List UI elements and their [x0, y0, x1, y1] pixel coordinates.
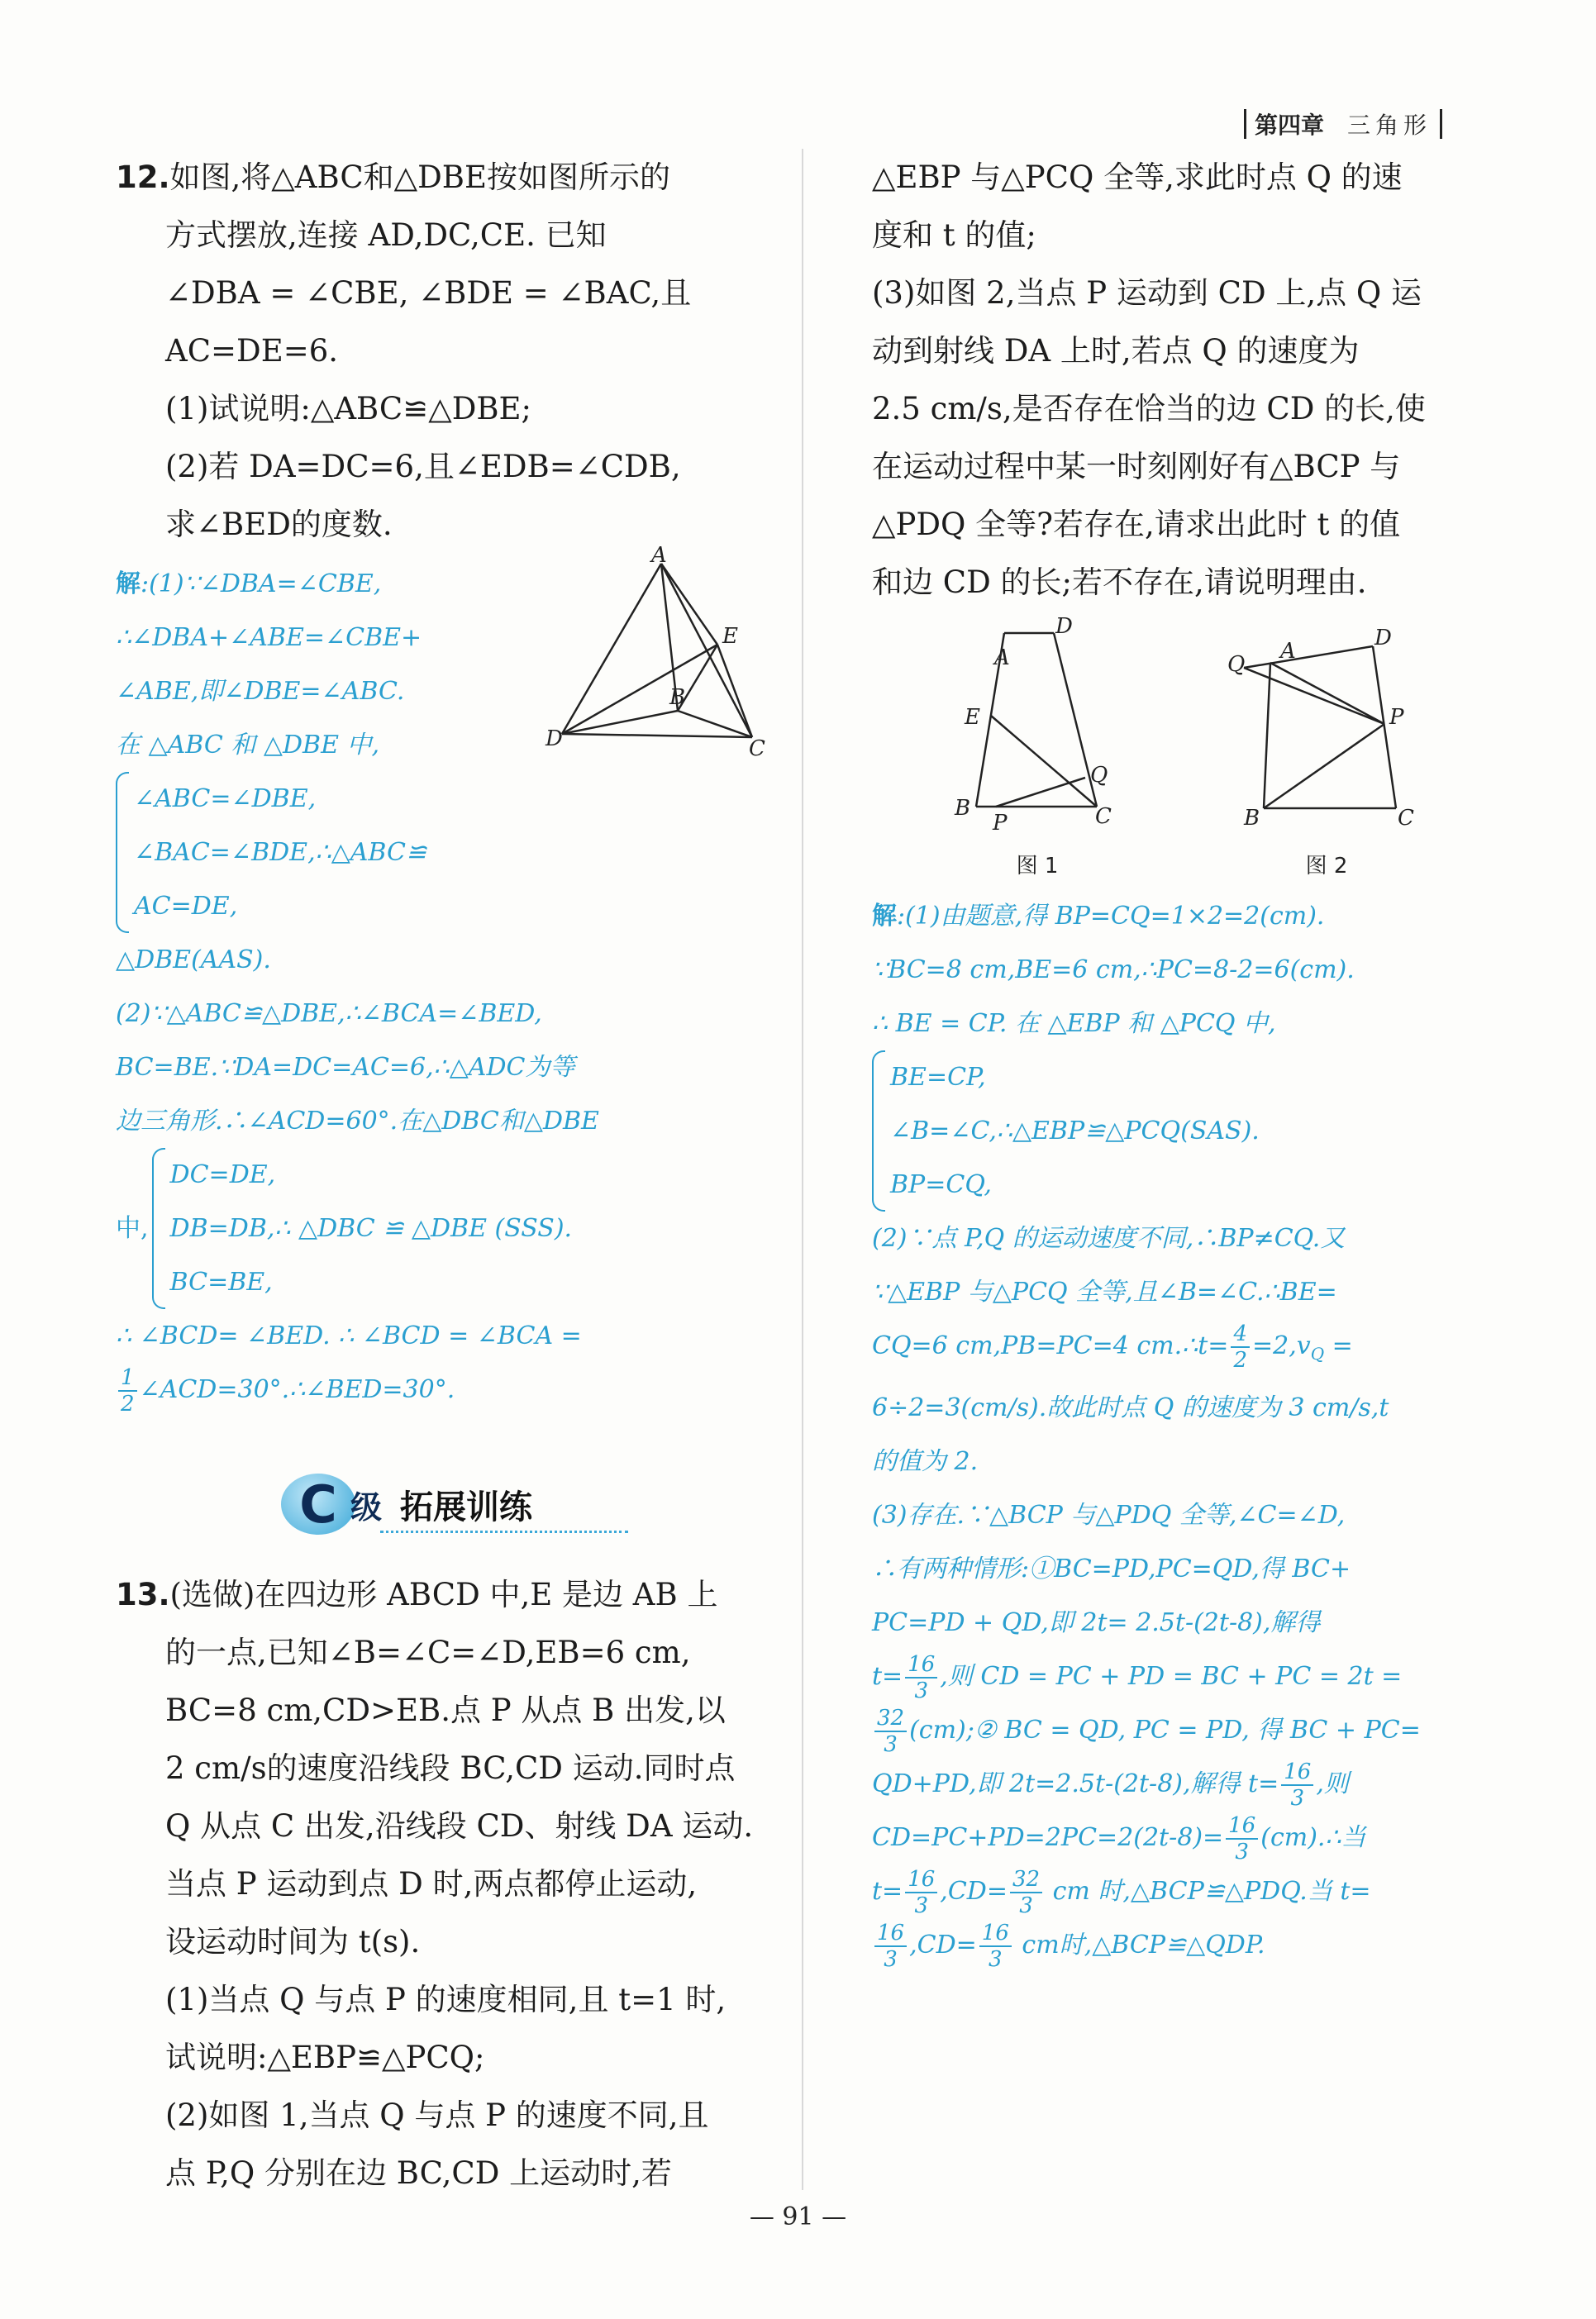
solution-label: 解 [116, 569, 141, 598]
brace-line: BE=CP, [890, 1063, 986, 1092]
left-brace [152, 1148, 165, 1309]
question-13 [116, 1566, 769, 2202]
denominator: 3 [884, 1732, 898, 1757]
stem-line: Q 从点 C 出发,沿线段 CD、射线 DA 运动. [165, 1808, 754, 1844]
fraction [118, 1365, 137, 1417]
stem-line: 如图,将△ABC和△DBE按如图所示的 [169, 160, 670, 195]
header-divider [1244, 109, 1246, 139]
label-C: C [749, 736, 765, 761]
brace-prefix: 中, [116, 1214, 149, 1243]
left-brace [116, 772, 129, 933]
solution-line: 6÷2=3(cm/s).故此时点 Q 的速度为 3 cm/s,t [872, 1393, 1389, 1422]
stem-line: 2.5 cm/s,是否存在恰当的边 CD 的长,使 [872, 391, 1426, 426]
brace-line: ∠BAC=∠BDE,∴△ABC≌ [134, 838, 427, 867]
solution-text: ,CD= [909, 1931, 977, 1959]
solution-text: :(1)由题意,得 BP=CQ=1×2=2(cm). [897, 902, 1325, 931]
solution-text: CQ=6 cm,PB=PC=4 cm.∴t= [872, 1331, 1229, 1360]
subscript: Q [1310, 1344, 1325, 1364]
part-1-cont: 试说明:△EBP≌△PCQ; [165, 2040, 485, 2075]
solution-line [872, 1918, 1500, 1972]
question-13-cont [872, 149, 1500, 612]
solution-text: ,CD= [940, 1877, 1008, 1906]
denominator: 3 [884, 1947, 898, 1972]
stem-line: 的一点,已知∠B=∠C=∠D,EB=6 cm, [165, 1635, 691, 1670]
solution-text: = [1324, 1331, 1353, 1360]
fig2-label-Q: Q [1227, 652, 1246, 677]
section-label: 三角形 [1347, 112, 1432, 139]
question-12 [116, 149, 769, 554]
numerator: 32 [1010, 1867, 1042, 1893]
solution-text: t= [872, 1662, 903, 1691]
solution-line: (2)∵△ABC≌△DBE,∴∠BCA=∠BED, [116, 999, 542, 1028]
brace-line: AC=DE, [134, 892, 238, 921]
fig2-label-C: C [1398, 806, 1414, 831]
fraction [1231, 1321, 1250, 1373]
solution-text: (cm);② BC = QD, PC = PD, 得 BC + PC= [909, 1716, 1421, 1745]
numerator: 32 [874, 1706, 907, 1732]
solution-line: PC=PD + QD,即 2t= 2.5t-(2t-8),解得 [872, 1608, 1321, 1637]
stem-line: AC=DE=6. [165, 333, 339, 369]
part-1: (1)试说明:△ABC≌△DBE; [165, 391, 532, 426]
solution-line: ∴∠DBA+∠ABE=∠CBE+ [116, 623, 422, 652]
solution-line [116, 1363, 769, 1417]
numerator: 1 [118, 1365, 137, 1392]
q12-solution-area [116, 543, 769, 1417]
stem-line: ∠DBA = ∠CBE, ∠BDE = ∠BAC,且 [165, 275, 692, 311]
solution-label: 解 [872, 902, 897, 931]
fig1-label-E: E [965, 705, 980, 730]
solution-line [872, 1650, 1500, 1703]
solution-text: ,则 [1316, 1769, 1349, 1798]
figure-2 [1227, 617, 1442, 889]
page-header [1244, 99, 1517, 149]
part-3: (3)如图 2,当点 P 运动到 CD 上,点 Q 运 [872, 275, 1422, 311]
fig1-label-P: P [993, 811, 1008, 836]
solution-line: ∴ BE = CP. 在 △EBP 和 △PCQ 中, [872, 1009, 1276, 1038]
left-brace [872, 1050, 885, 1212]
solution-text: (cm).∴当 [1260, 1823, 1366, 1852]
solution-text: ,则 CD = PC + PD = BC + PC = 2t = [940, 1662, 1403, 1691]
stem-line: 和边 CD 的长;若不存在,请说明理由. [872, 564, 1367, 600]
fig1-label-C: C [1095, 804, 1112, 829]
q13-figures [872, 614, 1500, 889]
solution-line: ∠ABE,即∠DBE=∠ABC. [116, 677, 405, 706]
solution-text: cm时,△BCP≌△QDP. [1013, 1931, 1265, 1959]
part-2: (2)如图 1,当点 Q 与点 P 的速度不同,且 [165, 2098, 709, 2133]
brace-line: BP=CQ, [890, 1170, 992, 1199]
solution-text: CD=PC+PD=2PC=2(2t-8)= [872, 1823, 1224, 1852]
solution-text: t= [872, 1877, 903, 1906]
solution-text: ∠ACD=30°.∴∠BED=30°. [139, 1375, 455, 1404]
fig2-label-A: A [1280, 639, 1296, 664]
fig2-label-P: P [1389, 705, 1404, 730]
solution-line [872, 1811, 1500, 1864]
brace-line: DB=DB,∴ △DBC ≌ △DBE (SSS). [169, 1214, 573, 1243]
solution-line [872, 1757, 1500, 1811]
q13-solution [872, 889, 1500, 1972]
page-number: — 91 — [749, 2202, 847, 2231]
fraction [1281, 1759, 1313, 1811]
fig1-label-D: D [1055, 614, 1073, 639]
column-divider [802, 149, 803, 2190]
fraction [1010, 1867, 1042, 1918]
part-2-cont: 求∠BED的度数. [165, 507, 393, 542]
part-1: (1)当点 Q 与点 P 的速度相同,且 t=1 时, [165, 1982, 727, 2017]
stem-line: 设运动时间为 t(s). [165, 1924, 421, 1959]
chapter-label: 第四章 [1255, 112, 1325, 139]
numerator: 16 [1226, 1813, 1258, 1840]
stem-line: 度和 t 的值; [872, 217, 1036, 253]
left-column [116, 149, 769, 1417]
level-letter: C [281, 1474, 355, 1535]
label-A: A [651, 543, 667, 568]
solution-text: =2,v [1251, 1331, 1311, 1360]
q12-figure [545, 543, 765, 769]
numerator: 16 [905, 1867, 937, 1893]
header-divider-right [1440, 109, 1442, 139]
solution-text: cm 时,△BCP≌△PDQ.当 t= [1045, 1877, 1371, 1906]
level-suffix: 级 [350, 1488, 383, 1526]
solution-line: ∵△EBP 与△PCQ 全等,且∠B=∠C.∴BE= [872, 1278, 1337, 1307]
fraction [874, 1921, 907, 1972]
fig1-caption: 图 1 [1016, 854, 1059, 879]
label-B: B [669, 685, 686, 710]
solution-line: (2)∵点 P,Q 的运动速度不同,∴BP≠CQ.又 [872, 1224, 1346, 1253]
denominator: 3 [1235, 1840, 1249, 1864]
brace-group [116, 1148, 769, 1309]
numerator: 16 [874, 1921, 907, 1947]
solution-line [872, 1319, 1500, 1381]
fig2-label-B: B [1244, 806, 1260, 831]
solution-line: BC=BE.∵DA=DC=AC=6,∴△ADC为等 [116, 1053, 575, 1082]
solution-line [872, 1703, 1500, 1757]
label-E: E [722, 624, 738, 649]
fig1-label-B: B [955, 796, 971, 821]
stem-line: 在运动过程中某一时刻刚好有△BCP 与 [872, 449, 1401, 484]
stem-line: 2 cm/s的速度沿线段 BC,CD 运动.同时点 [165, 1750, 736, 1786]
denominator: 3 [1019, 1893, 1033, 1918]
stem-line: △PDQ 全等?若存在,请求出此时 t 的值 [872, 507, 1401, 542]
stem-line: 动到射线 DA 上时,若点 Q 的速度为 [872, 333, 1360, 369]
stem-line: △EBP 与△PCQ 全等,求此时点 Q 的速 [872, 160, 1403, 195]
solution-line: :(1)∵∠DBA=∠CBE, [141, 569, 382, 598]
brace-group [872, 1050, 1500, 1212]
numerator: 16 [979, 1921, 1012, 1947]
solution-line: ∴ ∠BCD= ∠BED. ∴ ∠BCD = ∠BCA = [116, 1321, 582, 1350]
question-number: 12. [116, 160, 170, 195]
solution-text: QD+PD,即 2t=2.5t-(2t-8),解得 t= [872, 1769, 1279, 1798]
solution-line: (3)存在.∵△BCP 与△PDQ 全等,∠C=∠D, [872, 1501, 1346, 1530]
fig2-caption: 图 2 [1305, 854, 1348, 879]
denominator: 3 [1290, 1786, 1305, 1811]
c-level-banner [281, 1463, 628, 1545]
solution-line: 在 △ABC 和 △DBE 中, [116, 731, 380, 760]
denominator: 3 [914, 1679, 929, 1703]
fraction [905, 1867, 937, 1918]
question-number: 13. [116, 1577, 170, 1612]
denominator: 2 [1233, 1348, 1247, 1373]
title-underline [380, 1531, 628, 1533]
numerator: 16 [905, 1652, 937, 1679]
part-2-cont: 点 P,Q 分别在边 BC,CD 上运动时,若 [165, 2155, 672, 2191]
right-column [872, 149, 1500, 1972]
solution-line: ∵BC=8 cm,BE=6 cm,∴PC=8-2=6(cm). [872, 955, 1355, 984]
stem-line: 当点 P 运动到点 D 时,两点都停止运动, [165, 1866, 698, 1902]
figure-1 [938, 614, 1153, 889]
fig1-label-Q: Q [1090, 763, 1108, 788]
brace-line: BC=BE, [169, 1268, 273, 1297]
solution-line [872, 1864, 1500, 1918]
solution-line: 的值为 2. [872, 1447, 979, 1476]
denominator: 3 [989, 1947, 1003, 1972]
solution-line: 边三角形.∴∠ACD=60°.在△DBC和△DBE [116, 1107, 599, 1136]
part-2: (2)若 DA=DC=6,且∠EDB=∠CDB, [165, 449, 681, 484]
stem-line: (选做)在四边形 ABCD 中,E 是边 AB 上 [169, 1577, 718, 1612]
brace-line: ∠B=∠C,∴△EBP≌△PCQ(SAS). [890, 1117, 1260, 1145]
solution-line: △DBE(AAS). [116, 945, 271, 974]
label-D: D [545, 726, 563, 751]
brace-line: DC=DE, [169, 1160, 276, 1189]
stem-line: BC=8 cm,CD>EB.点 P 从点 B 出发,以 [165, 1693, 726, 1728]
solution-line: ∴有两种情形:①BC=PD,PC=QD,得 BC+ [872, 1555, 1351, 1583]
numerator: 16 [1281, 1759, 1313, 1786]
denominator: 3 [914, 1893, 929, 1918]
fraction [979, 1921, 1012, 1972]
numerator: 4 [1231, 1321, 1250, 1348]
brace-line: ∠ABC=∠DBE, [134, 784, 317, 813]
fraction [905, 1652, 937, 1703]
level-title: 拓展训练 [400, 1488, 533, 1526]
fraction [874, 1706, 907, 1757]
brace-group [116, 772, 769, 933]
fig1-label-A: A [994, 645, 1010, 670]
fraction [1226, 1813, 1258, 1864]
fig2-label-D: D [1374, 626, 1392, 650]
stem-line: 方式摆放,连接 AD,DC,CE. 已知 [165, 217, 607, 253]
denominator: 2 [121, 1392, 135, 1417]
